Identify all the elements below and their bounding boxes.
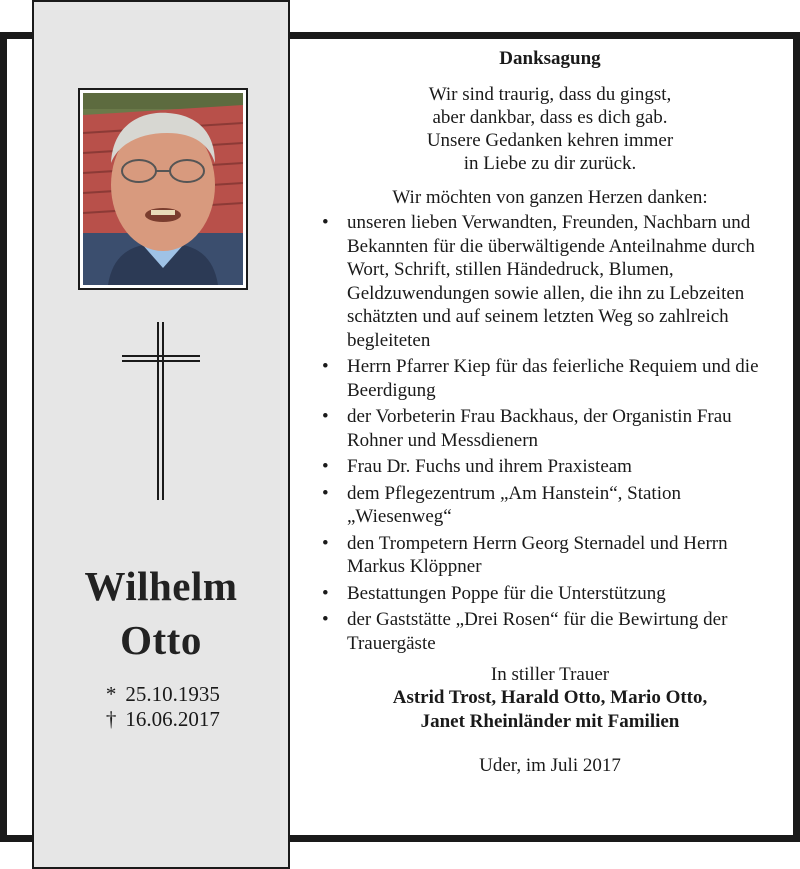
birth-date-line [34, 682, 288, 707]
list-item-text: Herrn Pfarrer Kiep für das feierliche Requiem und die Beerdigung [347, 356, 759, 401]
thanks-list [320, 211, 780, 655]
list-item-text: Frau Dr. Fuchs und ihrem Praxisteam [347, 456, 632, 477]
place-and-date: Uder, im Juli 2017 [479, 755, 621, 776]
closing-line: In stiller Trauer [490, 664, 610, 685]
thanks-intro: Wir möchten von ganzen Herzen danken: [392, 187, 708, 208]
verse-line: in Liebe zu dir zurück. [463, 153, 637, 174]
death-date: 16.06.2017 [125, 707, 220, 731]
list-item [320, 455, 780, 479]
birth-symbol: * [105, 682, 117, 706]
list-item-text: dem Pflegezentrum „Am Hanstein“, Station „Wiesenweg“ [347, 482, 681, 527]
portrait-photo [78, 88, 248, 290]
list-item [320, 355, 780, 402]
bullet-icon: • [322, 406, 329, 427]
bullet-icon: • [322, 532, 329, 554]
list-item-text: der Vorbeterin Frau Backhaus, der Organistin Frau Rohner und Messdienern [347, 406, 732, 451]
bullet-icon: • [322, 609, 329, 630]
list-item [320, 405, 780, 452]
list-item [320, 482, 780, 529]
list-item-text: den Trompetern Herrn Georg Sternadel und Herrn Markus Klöppner [347, 532, 728, 577]
deceased-first-name: Wilhelm [84, 563, 238, 609]
list-item [320, 582, 780, 606]
list-item [320, 211, 780, 352]
portrait-image [83, 93, 243, 285]
cross-icon [122, 322, 202, 500]
verse-line: Unsere Gedanken kehren immer [426, 130, 674, 151]
death-symbol: † [105, 707, 117, 731]
memorial-sidebar [32, 0, 290, 869]
list-item [320, 608, 780, 655]
deceased-last-name: Otto [120, 617, 202, 663]
family-names-line-1: Astrid Trost, Harald Otto, Mario Otto, [392, 687, 708, 708]
notice-heading: Danksagung [499, 48, 601, 69]
bullet-icon: • [322, 482, 329, 504]
family-names-line-2: Janet Rheinländer mit Familien [420, 711, 680, 732]
list-item-text: Bestattungen Poppe für die Unterstützung [347, 582, 666, 604]
bullet-icon: • [322, 456, 329, 477]
birth-date: 25.10.1935 [125, 682, 220, 706]
verse [300, 83, 800, 175]
list-item [320, 532, 780, 579]
verse-line: Wir sind traurig, dass du gingst, [428, 84, 672, 105]
life-dates [34, 682, 288, 732]
notice-content [300, 48, 800, 777]
bullet-icon: • [322, 212, 329, 233]
bullet-icon: • [322, 582, 329, 604]
list-item-text: unseren lieben Verwandten, Freunden, Nachbarn und Bekannten für die überwältigende Anteilnahme durch Wort, Schrift, stillen Händedruck, Blumen, Geldzuwendungen sowie allen, die ihn zu Lebzeiten schätzten und auf seinem letzten Weg so zahlreich begleiteten [347, 212, 755, 351]
verse-line: aber dankbar, dass es dich gab. [432, 107, 668, 128]
list-item-text: der Gaststätte „Drei Rosen“ für die Bewirtung der Trauergäste [347, 609, 728, 654]
bullet-icon: • [322, 356, 329, 377]
death-date-line [34, 707, 288, 732]
